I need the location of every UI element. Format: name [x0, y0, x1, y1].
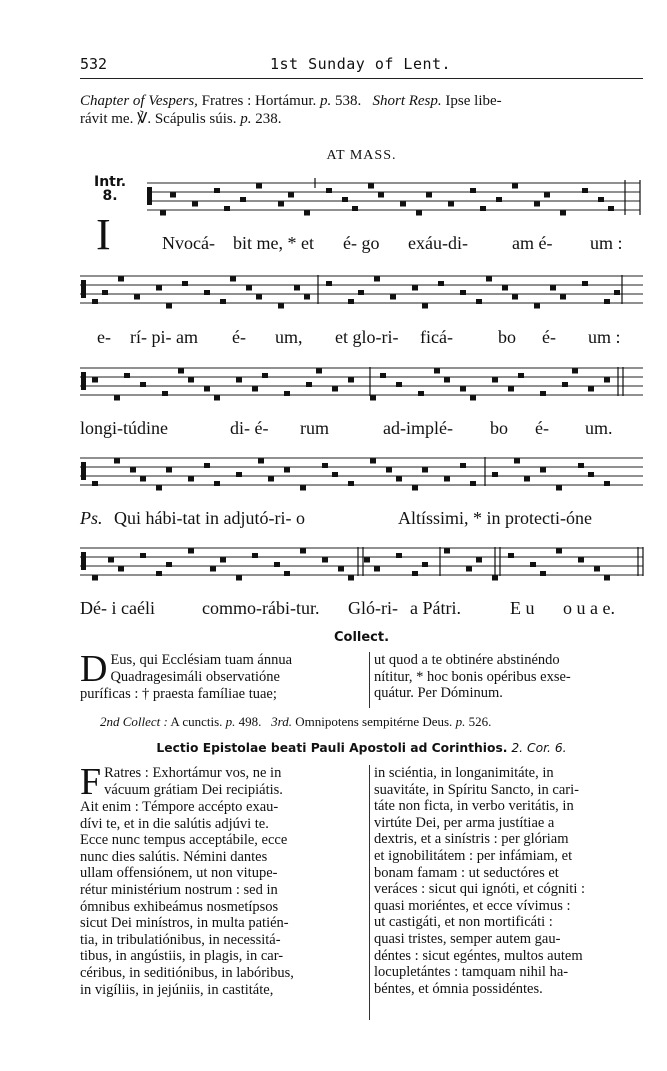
neume-note: [258, 459, 264, 464]
neume-note: [192, 202, 198, 207]
text-line: Ecce nunc tempus acceptábile, ecce: [80, 832, 288, 849]
ref-text: A cunctis.: [167, 714, 226, 729]
text-line: quasi tristes, semper autem gau-: [374, 930, 561, 947]
clef: [81, 552, 86, 570]
syllable: bit me, * et: [233, 233, 314, 253]
neume-note: [246, 286, 252, 291]
neume-note: [502, 286, 508, 291]
neume-note: [524, 477, 530, 482]
resp-text-2: rávit me. ℣. Scápulis súis.: [80, 111, 241, 127]
introit-label: [94, 175, 126, 203]
running-title: 1st Sunday of Lent.: [270, 55, 452, 73]
text-line: Ait enim : Témpore accépto exau-: [80, 799, 279, 815]
neume-note: [170, 193, 176, 198]
neume-note: [214, 481, 220, 486]
neume-note: [534, 202, 540, 207]
psalm-label: Ps.: [80, 508, 103, 528]
neume-note: [300, 549, 306, 554]
neume-note: [396, 477, 402, 482]
text-line: quasi moriéntes, et ecce vívimus :: [374, 897, 571, 914]
neume-note: [130, 468, 136, 473]
neume-note: [166, 562, 172, 567]
neume-note: [214, 188, 220, 193]
mode-number: 8.: [102, 188, 118, 204]
syllable: e-: [97, 327, 111, 347]
neume-note: [448, 202, 454, 207]
neume-note: [284, 468, 290, 473]
neume-note: [370, 396, 376, 401]
neume-note: [348, 299, 354, 304]
text-line: nunc dies salútis. Némini dantes: [80, 848, 268, 865]
syllable: é-: [535, 418, 549, 438]
neume-note: [134, 295, 140, 300]
neume-note: [140, 477, 146, 482]
neume-note: [188, 378, 194, 383]
neume-note: [178, 369, 184, 374]
neume-note: [588, 472, 594, 477]
neume-note: [390, 295, 396, 300]
neume-note: [386, 468, 392, 473]
text-line: veráces : sicut qui ignóti, et cógniti :: [374, 881, 586, 898]
neume-note: [544, 193, 550, 198]
page-ref: p.: [455, 714, 466, 729]
neume-note: [530, 562, 536, 567]
neume-note: [492, 576, 498, 581]
neume-note: [230, 277, 236, 282]
page-num: 538.: [331, 93, 362, 109]
text-line: quátur. Per Dóminum.: [374, 685, 503, 702]
text-line: déntes : sicut egéntes, multos autem: [374, 947, 583, 964]
neume-note: [412, 286, 418, 291]
syllable: a Pátri.: [410, 598, 461, 618]
page-num: 526.: [465, 714, 492, 729]
collect-title: Collect.: [333, 630, 390, 645]
syllable: ficá-: [420, 327, 453, 347]
neume-note: [300, 486, 306, 491]
text-line: in sciéntia, in longanimitáte, in: [374, 765, 554, 781]
neume-note: [204, 387, 210, 392]
neume-note: [92, 576, 98, 581]
neume-note: [332, 387, 338, 392]
neume-note: [364, 558, 370, 563]
neume-note: [614, 290, 620, 295]
neume-note: [540, 391, 546, 396]
neume-note: [220, 299, 226, 304]
neume-note: [368, 184, 374, 189]
neume-note: [306, 382, 312, 387]
neume-note: [252, 553, 258, 558]
syllable: um.: [585, 418, 613, 438]
syllable: rí- pi- am: [130, 327, 198, 347]
neume-note: [560, 295, 566, 300]
clef: [81, 462, 86, 480]
neume-note: [160, 211, 166, 216]
syllable: ad-implé-: [383, 418, 453, 438]
text-line: Eus, qui Ecclésiam tuam ánnua: [110, 652, 293, 668]
text-line: ullam offensiónem, ut non vitupe-: [80, 865, 278, 882]
syllable: am é-: [512, 233, 553, 253]
text-line: nítitur, * hoc bonis opéribus exse-: [374, 668, 571, 685]
neume-note: [342, 197, 348, 202]
neume-note: [470, 188, 476, 193]
neume-note: [422, 304, 428, 309]
neume-note: [422, 468, 428, 473]
syllable: bo: [490, 418, 508, 438]
at-mass-heading: AT MASS.: [326, 148, 397, 163]
lectio-dropcap: F: [80, 761, 102, 803]
neume-note: [604, 576, 610, 581]
clef: [81, 372, 86, 390]
neume-note: [284, 571, 290, 576]
neume-note: [236, 378, 242, 383]
neume-note: [114, 459, 120, 464]
syllable: é- go: [343, 233, 380, 253]
neume-note: [480, 206, 486, 211]
neume-note: [492, 472, 498, 477]
neume-note: [496, 197, 502, 202]
text-line: béntes, et ómnia possidéntes.: [374, 980, 543, 997]
neume-note: [348, 576, 354, 581]
neume-note: [210, 567, 216, 572]
neume-note: [470, 396, 476, 401]
text-line: et ignobilitátem : per infámiam, et: [374, 847, 573, 864]
page-ref: p.: [319, 93, 332, 109]
neume-note: [358, 290, 364, 295]
neume-note: [322, 463, 328, 468]
neume-note: [278, 202, 284, 207]
neume-note: [588, 387, 594, 392]
syllable: um :: [588, 327, 621, 347]
lectio-right-column: [374, 765, 644, 997]
neume-note: [156, 286, 162, 291]
neume-note: [236, 472, 242, 477]
collect-dropcap: D: [80, 648, 108, 690]
clef: [147, 187, 152, 205]
page-number: 532: [80, 55, 108, 73]
clef: [81, 280, 86, 298]
syllable: Gló-ri-: [348, 598, 398, 618]
neume-note: [534, 304, 540, 309]
neume-note: [288, 193, 294, 198]
neume-note: [582, 188, 588, 193]
neume-note: [556, 486, 562, 491]
neume-note: [188, 549, 194, 554]
neume-note: [460, 290, 466, 295]
neume-note: [204, 290, 210, 295]
text-line: céribus, in seditiónibus, in labóribus,: [80, 964, 294, 981]
page-num: 238.: [251, 111, 282, 127]
neume-note: [466, 567, 472, 572]
neume-note: [188, 477, 194, 482]
syllable: E u: [510, 598, 535, 618]
neume-note: [166, 468, 172, 473]
neume-note: [140, 553, 146, 558]
neume-note: [508, 553, 514, 558]
neume-note: [514, 459, 520, 464]
neume-note: [240, 197, 246, 202]
neume-note: [508, 387, 514, 392]
syllable: longi-túdine: [80, 418, 168, 438]
chapter-text: Fratres : Hortámur.: [197, 93, 320, 109]
neume-note: [224, 206, 230, 211]
neume-note: [512, 184, 518, 189]
text-line: puríficas : † praesta famíliae tuae;: [80, 686, 277, 702]
text-line: vácuum grátiam Dei recipiátis.: [104, 781, 283, 798]
neume-note: [460, 387, 466, 392]
text-line: dívi te, et in die salútis adjúvi te.: [80, 815, 269, 832]
neume-note: [294, 286, 300, 291]
text-line: bonam famam : ut seductóres et: [374, 864, 559, 881]
neume-note: [476, 558, 482, 563]
neume-note: [284, 391, 290, 396]
neume-note: [108, 558, 114, 563]
neume-note: [378, 193, 384, 198]
neume-note: [214, 396, 220, 401]
collect-left-column: [80, 648, 365, 703]
text-line: ut quod a te obtinére abstinéndo: [374, 652, 560, 668]
neume-note: [540, 468, 546, 473]
third-collect-label: 3rd.: [261, 714, 292, 729]
neume-note: [418, 391, 424, 396]
neume-note: [486, 277, 492, 282]
neume-note: [560, 211, 566, 216]
text-line: locupletántes : tamquam nihil ha-: [374, 964, 569, 981]
syllable: rum: [300, 418, 329, 438]
syllable: um,: [275, 327, 303, 347]
neume-note: [396, 382, 402, 387]
resp-text: Ipse libe-: [441, 93, 502, 109]
text-line: in vigíliis, in jejúniis, in castitáte,: [80, 981, 274, 998]
syllable: é-: [232, 327, 246, 347]
neume-note: [338, 567, 344, 572]
neume-note: [304, 295, 310, 300]
neume-note: [540, 571, 546, 576]
neume-note: [460, 463, 466, 468]
syllable: exáu-di-: [408, 233, 468, 253]
neume-note: [124, 373, 130, 378]
neume-note: [348, 378, 354, 383]
neume-note: [156, 486, 162, 491]
text-line: ómnibus exhibeámus nosmetípsos: [80, 898, 279, 915]
neume-note: [400, 202, 406, 207]
neume-note: [556, 549, 562, 554]
neume-note: [114, 396, 120, 401]
syllable: Qui hábi-tat in adjutó-ri- o: [114, 508, 305, 528]
neume-note: [416, 211, 422, 216]
neume-note: [352, 206, 358, 211]
neume-note: [236, 576, 242, 581]
text-line: Ratres : Exhortámur vos, ne in: [104, 765, 282, 781]
neume-note: [550, 286, 556, 291]
neume-note: [422, 562, 428, 567]
introit-initial: I: [96, 210, 111, 259]
collect-right-column: [374, 652, 644, 702]
lectio-title: [80, 741, 643, 755]
neume-note: [304, 211, 310, 216]
neume-note: [512, 295, 518, 300]
text-line: virtúte Dei, per arma justítiae a: [374, 814, 555, 831]
syllable: Altíssimi, * in protecti-óne: [398, 508, 592, 528]
syllable: é-: [542, 327, 556, 347]
text-line: suavitáte, in Spíritu Sancto, in cari-: [374, 781, 579, 798]
syllable: Nvocá-: [162, 233, 215, 253]
neume-note: [374, 277, 380, 282]
neume-note: [220, 558, 226, 563]
neume-note: [582, 281, 588, 286]
neume-note: [518, 373, 524, 378]
neume-note: [444, 549, 450, 554]
second-collect-label: 2nd Collect :: [100, 714, 168, 729]
neume-note: [434, 369, 440, 374]
neume-note: [598, 197, 604, 202]
neume-note: [322, 558, 328, 563]
neume-note: [604, 378, 610, 383]
neume-note: [278, 304, 284, 309]
text-line: tibus, in angústiis, in plagis, in car-: [80, 948, 284, 965]
page-num: 498.: [235, 714, 262, 729]
neume-note: [262, 373, 268, 378]
neume-note: [492, 378, 498, 383]
neume-note: [572, 369, 578, 374]
neume-note: [326, 281, 332, 286]
neume-note: [562, 382, 568, 387]
neume-note: [162, 391, 168, 396]
neume-note: [332, 472, 338, 477]
syllable: et glo-ri-: [335, 327, 399, 347]
ref-text: Omnipotens sempitérne Deus.: [292, 714, 456, 729]
neume-note: [476, 299, 482, 304]
page-ref: p.: [225, 714, 236, 729]
intr-text: Intr.: [94, 174, 127, 190]
text-line: táte non ficta, in verbo veritátis, in: [374, 798, 574, 815]
neume-note: [444, 378, 450, 383]
neume-note: [92, 299, 98, 304]
neume-note: [256, 295, 262, 300]
neume-note: [604, 299, 610, 304]
text-line: sicut Dei minístros, in multa patién-: [80, 915, 289, 932]
neume-note: [316, 369, 322, 374]
neume-note: [256, 184, 262, 189]
text-line: rétur ministérium nostrum : sed in: [80, 881, 278, 898]
neume-note: [578, 463, 584, 468]
neume-note: [412, 571, 418, 576]
syllable: o u a e.: [563, 598, 615, 618]
syllable: di- é-: [230, 418, 269, 438]
syllable: um :: [590, 233, 623, 253]
neume-note: [166, 304, 172, 309]
neume-note: [118, 567, 124, 572]
lectio-left-column: [80, 761, 363, 998]
neume-note: [274, 562, 280, 567]
lectio-heading: Lectio Epistolae beati Pauli Apostoli ad Corinthios.: [156, 741, 508, 755]
neume-note: [444, 477, 450, 482]
neume-note: [594, 567, 600, 572]
neume-note: [92, 378, 98, 383]
neume-note: [140, 382, 146, 387]
neume-note: [156, 571, 162, 576]
chapter-label: Chapter of Vespers,: [80, 93, 198, 109]
column-divider: [369, 765, 370, 1020]
second-collect-line: [100, 714, 491, 730]
neume-note: [412, 486, 418, 491]
column-divider: [369, 652, 370, 708]
syllable: bo: [498, 327, 516, 347]
neume-note: [348, 481, 354, 486]
neume-note: [374, 567, 380, 572]
text-line: Quadragesimáli observatióne: [110, 668, 280, 685]
neume-note: [182, 281, 188, 286]
neume-note: [604, 481, 610, 486]
neume-note: [608, 206, 614, 211]
neume-note: [92, 481, 98, 486]
neume-note: [268, 477, 274, 482]
resp-label: Short Resp.: [361, 93, 442, 109]
neume-note: [118, 277, 124, 282]
neume-note: [380, 373, 386, 378]
text-line: dextris, et a sinístris : per glóriam: [374, 831, 569, 848]
neume-note: [326, 188, 332, 193]
neume-note: [438, 281, 444, 286]
neume-note: [252, 387, 258, 392]
neume-note: [426, 193, 432, 198]
syllable: commo-rábi-tur.: [202, 598, 320, 618]
neume-note: [102, 290, 108, 295]
syllable: Dé- i caéli: [80, 598, 155, 618]
neume-note: [470, 481, 476, 486]
lectio-reference: 2. Cor. 6.: [507, 741, 567, 755]
neume-note: [204, 463, 210, 468]
neume-note: [578, 558, 584, 563]
neume-note: [396, 553, 402, 558]
text-line: tia, in tribulatiónibus, in necessitá-: [80, 931, 281, 948]
neume-note: [370, 459, 376, 464]
page-ref: p.: [240, 111, 252, 127]
text-line: ut castigáti, et non mortificáti :: [374, 914, 553, 931]
